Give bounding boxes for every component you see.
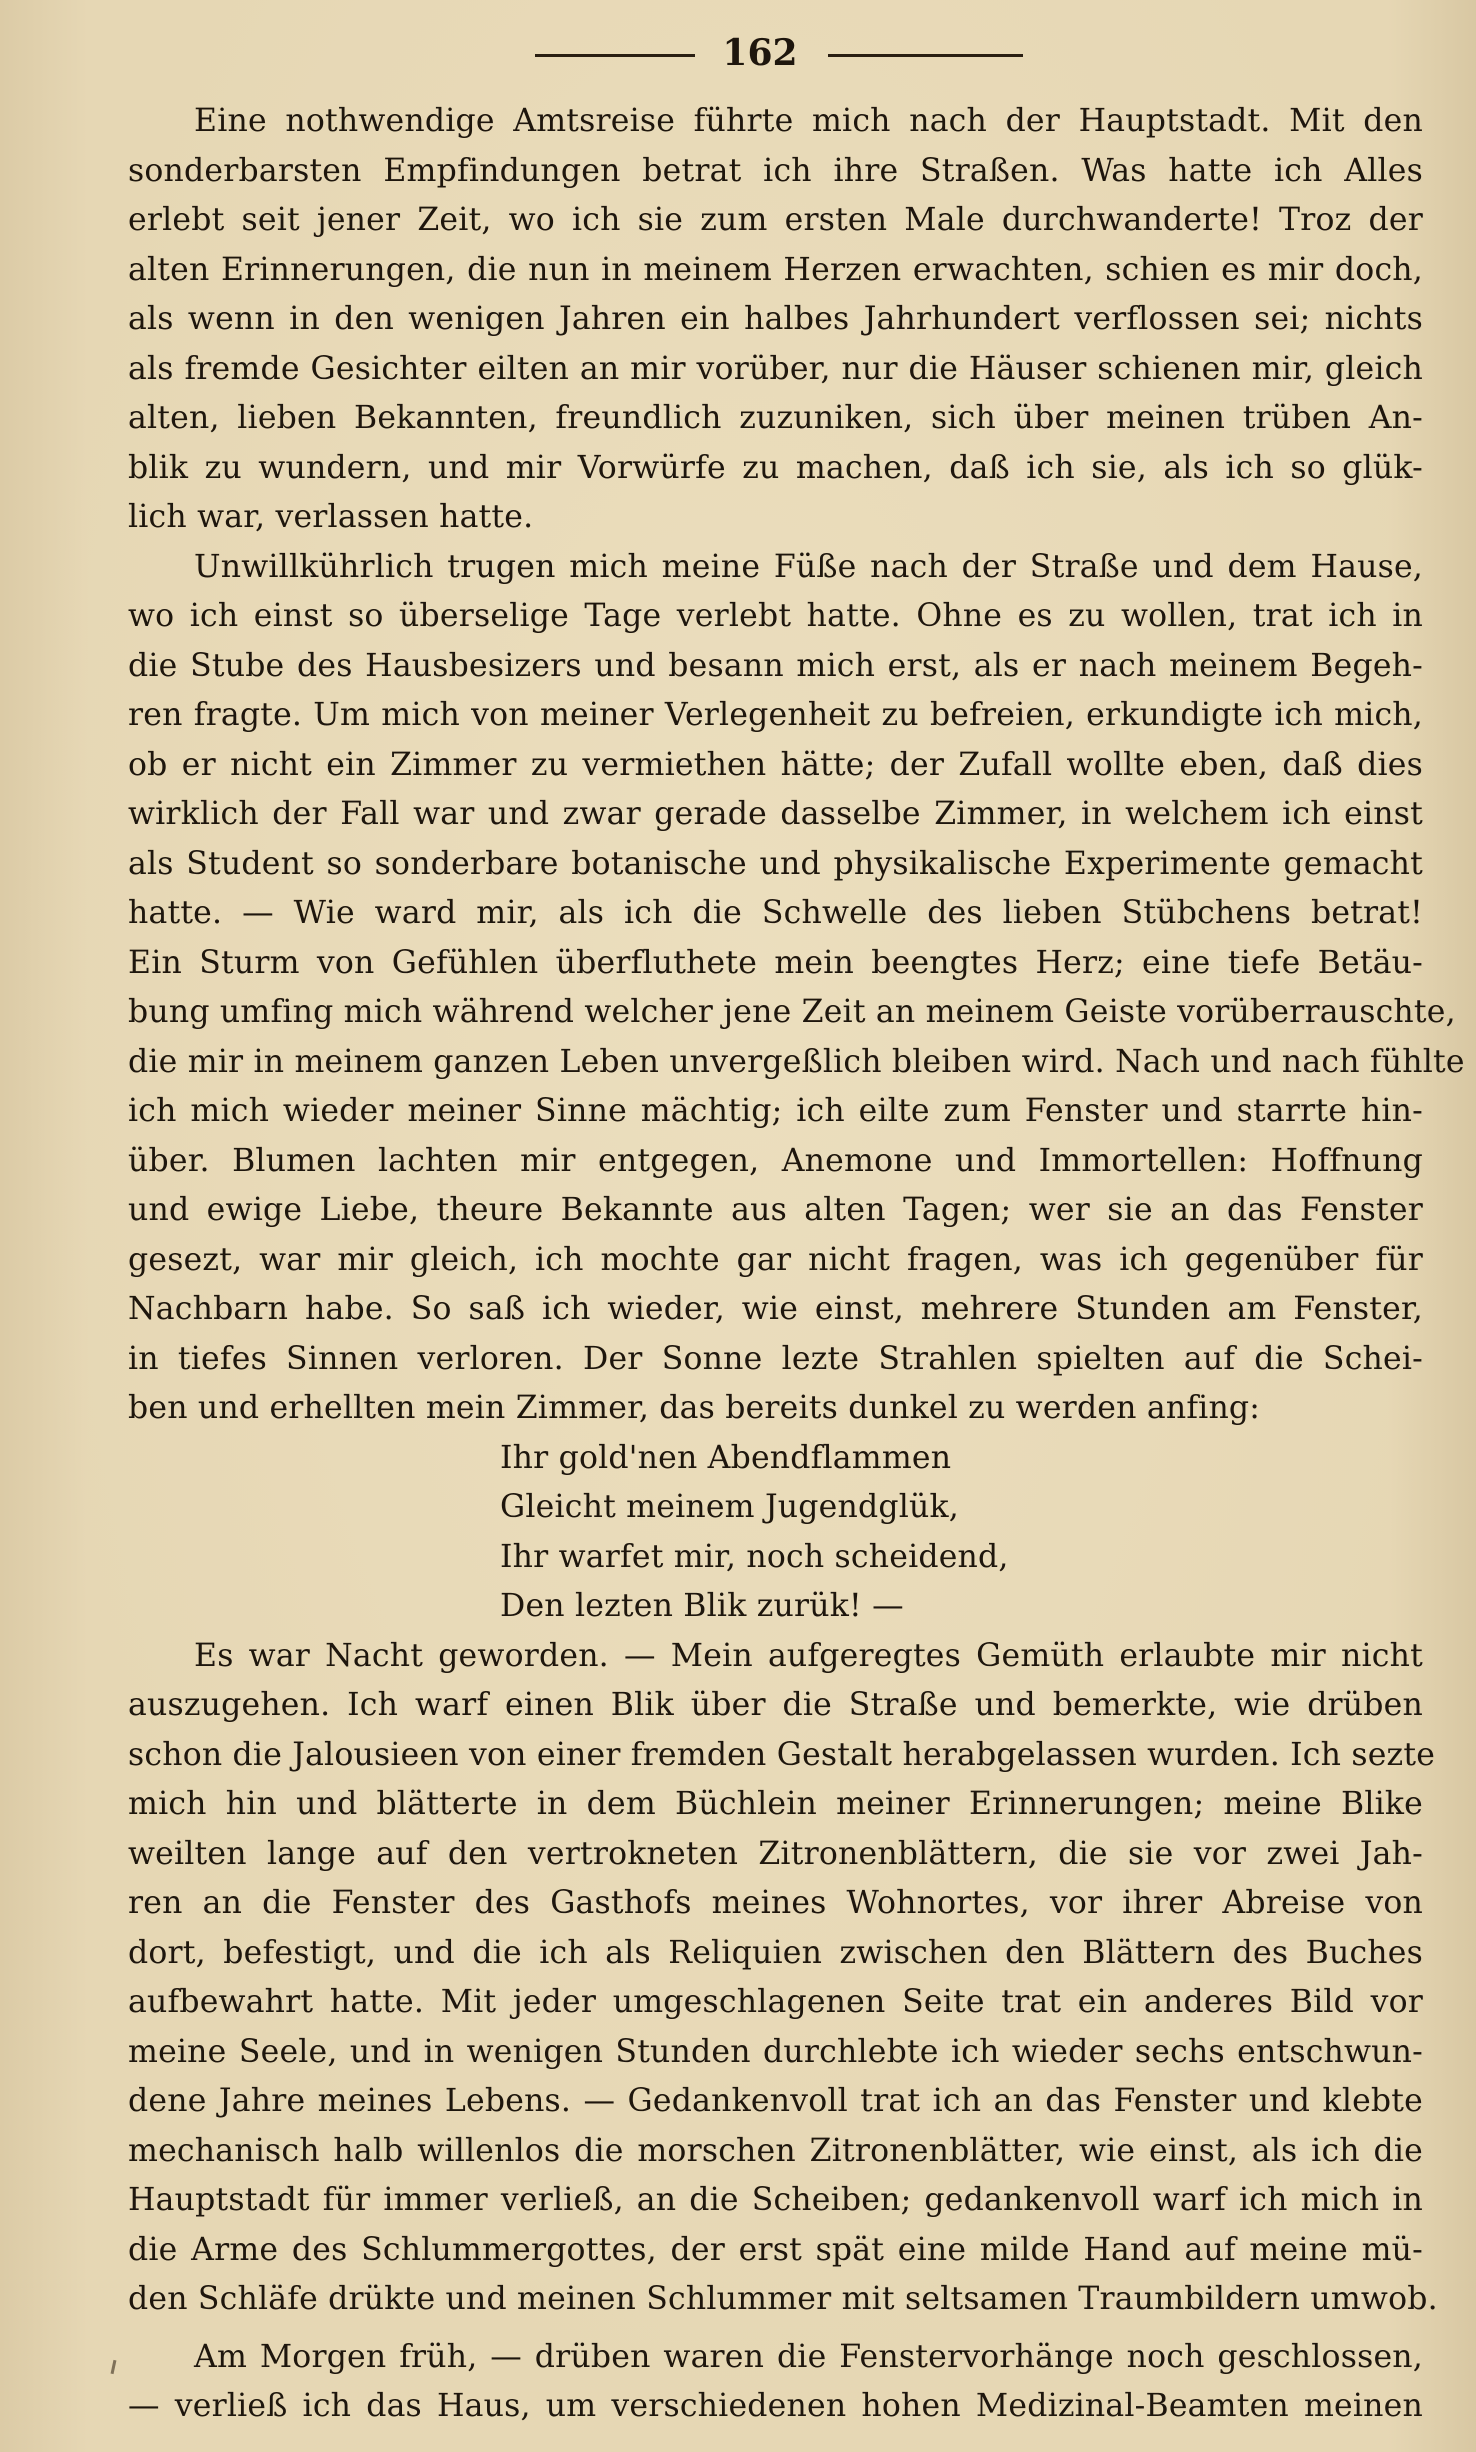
text-line: meine Seele, und in wenigen Stunden durchlebte ich wieder sechs entschwun-	[128, 2033, 1423, 2070]
paragraph-3	[128, 1632, 1438, 2325]
text-line: die Arme des Schlummergottes, der erst spät eine milde Hand auf meine mü-	[128, 2231, 1423, 2268]
text-line: als wenn in den wenigen Jahren ein halbes Jahrhundert verflossen sei; nichts	[128, 301, 1423, 337]
text-line: — verließ ich das Haus, um verschiedenen hohen Medizinal-Beamten meinen	[128, 2388, 1423, 2424]
text-line: als fremde Gesichter eilten an mir vorüber, nur die Häuser schienen mir, gleich	[128, 350, 1423, 387]
text-line: wo ich einst so überselige Tage verlebt hatte. Ohne es zu wollen, trat ich in	[128, 598, 1423, 634]
text-line: die mir in meinem ganzen Leben unvergeßlich bleiben wird. Nach und nach fühlte	[128, 1043, 1465, 1080]
text-line: gesezt, war mir gleich, ich mochte gar nicht fragen, was ich gegenüber für	[128, 1241, 1423, 1278]
text-line: bung umfing mich während welcher jene Zeit an meinem Geiste vorüberrauschte,	[128, 994, 1456, 1030]
page-header	[0, 28, 1476, 78]
text-line: den Schläfe drükte und meinen Schlummer mit seltsamen Traumbildern umwob.	[128, 2281, 1438, 2317]
text-line: hatte. — Wie ward mir, als ich die Schwelle des lieben Stübchens betrat!	[128, 895, 1423, 931]
text-line: in tiefes Sinnen verloren. Der Sonne lezte Strahlen spielten auf die Schei-	[128, 1340, 1423, 1377]
poem-line: Gleicht meinem Jugendglük,	[500, 1489, 959, 1525]
text-line: die Stube des Hausbesizers und besann mich erst, als er nach meinem Begeh-	[128, 647, 1423, 684]
text-line: mich hin und blätterte in dem Büchlein meiner Erinnerungen; meine Blike	[128, 1786, 1423, 1822]
text-line: alten Erinnerungen, die nun in meinem Herzen erwachten, schien es mir doch,	[128, 251, 1423, 288]
text-line: dene Jahre meines Lebens. — Gedankenvoll trat ich an das Fenster und klebte	[128, 2083, 1423, 2119]
text-line: Am Morgen früh, — drüben waren die Fenstervorhänge noch geschlossen,	[194, 2338, 1423, 2375]
text-line: ben und erhellten mein Zimmer, das bereits dunkel zu werden anfing:	[128, 1390, 1261, 1426]
text-line: lich war, verlassen hatte.	[128, 499, 534, 535]
poem-line: Den lezten Blik zurük! —	[500, 1588, 904, 1624]
text-line: alten, lieben Bekannten, freundlich zuzuniken, sich über meinen trüben An-	[128, 400, 1423, 436]
poem-line: Ihr gold'nen Abendflammen	[500, 1439, 952, 1476]
poem	[500, 1434, 1200, 1632]
text-line: und ewige Liebe, theure Bekannte aus alten Tagen; wer sie an das Fenster	[128, 1192, 1423, 1228]
text-line: Hauptstadt für immer verließ, an die Scheiben; gedankenvoll warf ich mich in	[128, 2182, 1423, 2218]
text-line: ren an die Fenster des Gasthofs meines Wohnortes, vor ihrer Abreise von	[128, 1885, 1423, 1921]
text-line: Unwillkührlich trugen mich meine Füße nach der Straße und dem Hause,	[194, 548, 1423, 585]
text-line: ob er nicht ein Zimmer zu vermiethen hätte; der Zufall wollte eben, daß dies	[128, 746, 1423, 783]
text-line: ich mich wieder meiner Sinne mächtig; ich eilte zum Fenster und starrte hin-	[128, 1093, 1423, 1129]
text-line: Es war Nacht geworden. — Mein aufgeregtes Gemüth erlaubte mir nicht	[194, 1637, 1423, 1674]
text-line: Nachbarn habe. So saß ich wieder, wie einst, mehrere Stunden am Fenster,	[128, 1291, 1423, 1327]
paper-speck	[111, 2360, 117, 2374]
page-number: 162	[722, 32, 798, 74]
text-line: aufbewahrt hatte. Mit jeder umgeschlagenen Seite trat ein anderes Bild vor	[128, 1984, 1423, 2020]
paragraph-2	[128, 543, 1465, 1434]
text-line: blik zu wundern, und mir Vorwürfe zu machen, daß ich sie, als ich so glük-	[128, 449, 1423, 486]
text-line: auszugehen. Ich warf einen Blik über die Straße und bemerkte, wie drüben	[128, 1687, 1423, 1723]
text-line: weilten lange auf den vertrokneten Zitronenblättern, die sie vor zwei Jah-	[128, 1835, 1423, 1872]
paragraph-4	[128, 2333, 1423, 2432]
header-rule-right	[828, 54, 1023, 57]
text-line: Ein Sturm von Gefühlen überfluthete mein beengtes Herz; eine tiefe Betäu-	[128, 944, 1423, 981]
text-line: erlebt seit jener Zeit, wo ich sie zum ersten Male durchwanderte! Troz der	[128, 202, 1423, 238]
body-text	[128, 97, 1465, 2432]
text-line: sonderbarsten Empfindungen betrat ich ihre Straßen. Was hatte ich Alles	[128, 152, 1423, 189]
poem-line: Ihr warfet mir, noch scheidend,	[500, 1538, 1009, 1575]
text-line: mechanisch halb willenlos die morschen Zitronenblätter, wie einst, als ich die	[128, 2132, 1423, 2169]
header-rule-left	[535, 54, 695, 57]
text-line: über. Blumen lachten mir entgegen, Anemone und Immortellen: Hoffnung	[128, 1142, 1423, 1179]
paragraph-1	[128, 97, 1423, 543]
text-line: Eine nothwendige Amtsreise führte mich nach der Hauptstadt. Mit den	[194, 103, 1423, 139]
text-line: schon die Jalousieen von einer fremden Gestalt herabgelassen wurden. Ich sezte	[128, 1736, 1436, 1773]
text-line: wirklich der Fall war und zwar gerade dasselbe Zimmer, in welchem ich einst	[128, 796, 1423, 832]
text-line: ren fragte. Um mich von meiner Verlegenheit zu befreien, erkundigte ich mich,	[128, 697, 1423, 733]
text-line: als Student so sonderbare botanische und physikalische Experimente gemacht	[128, 845, 1423, 882]
text-line: dort, befestigt, und die ich als Reliquien zwischen den Blättern des Buches	[128, 1934, 1423, 1971]
